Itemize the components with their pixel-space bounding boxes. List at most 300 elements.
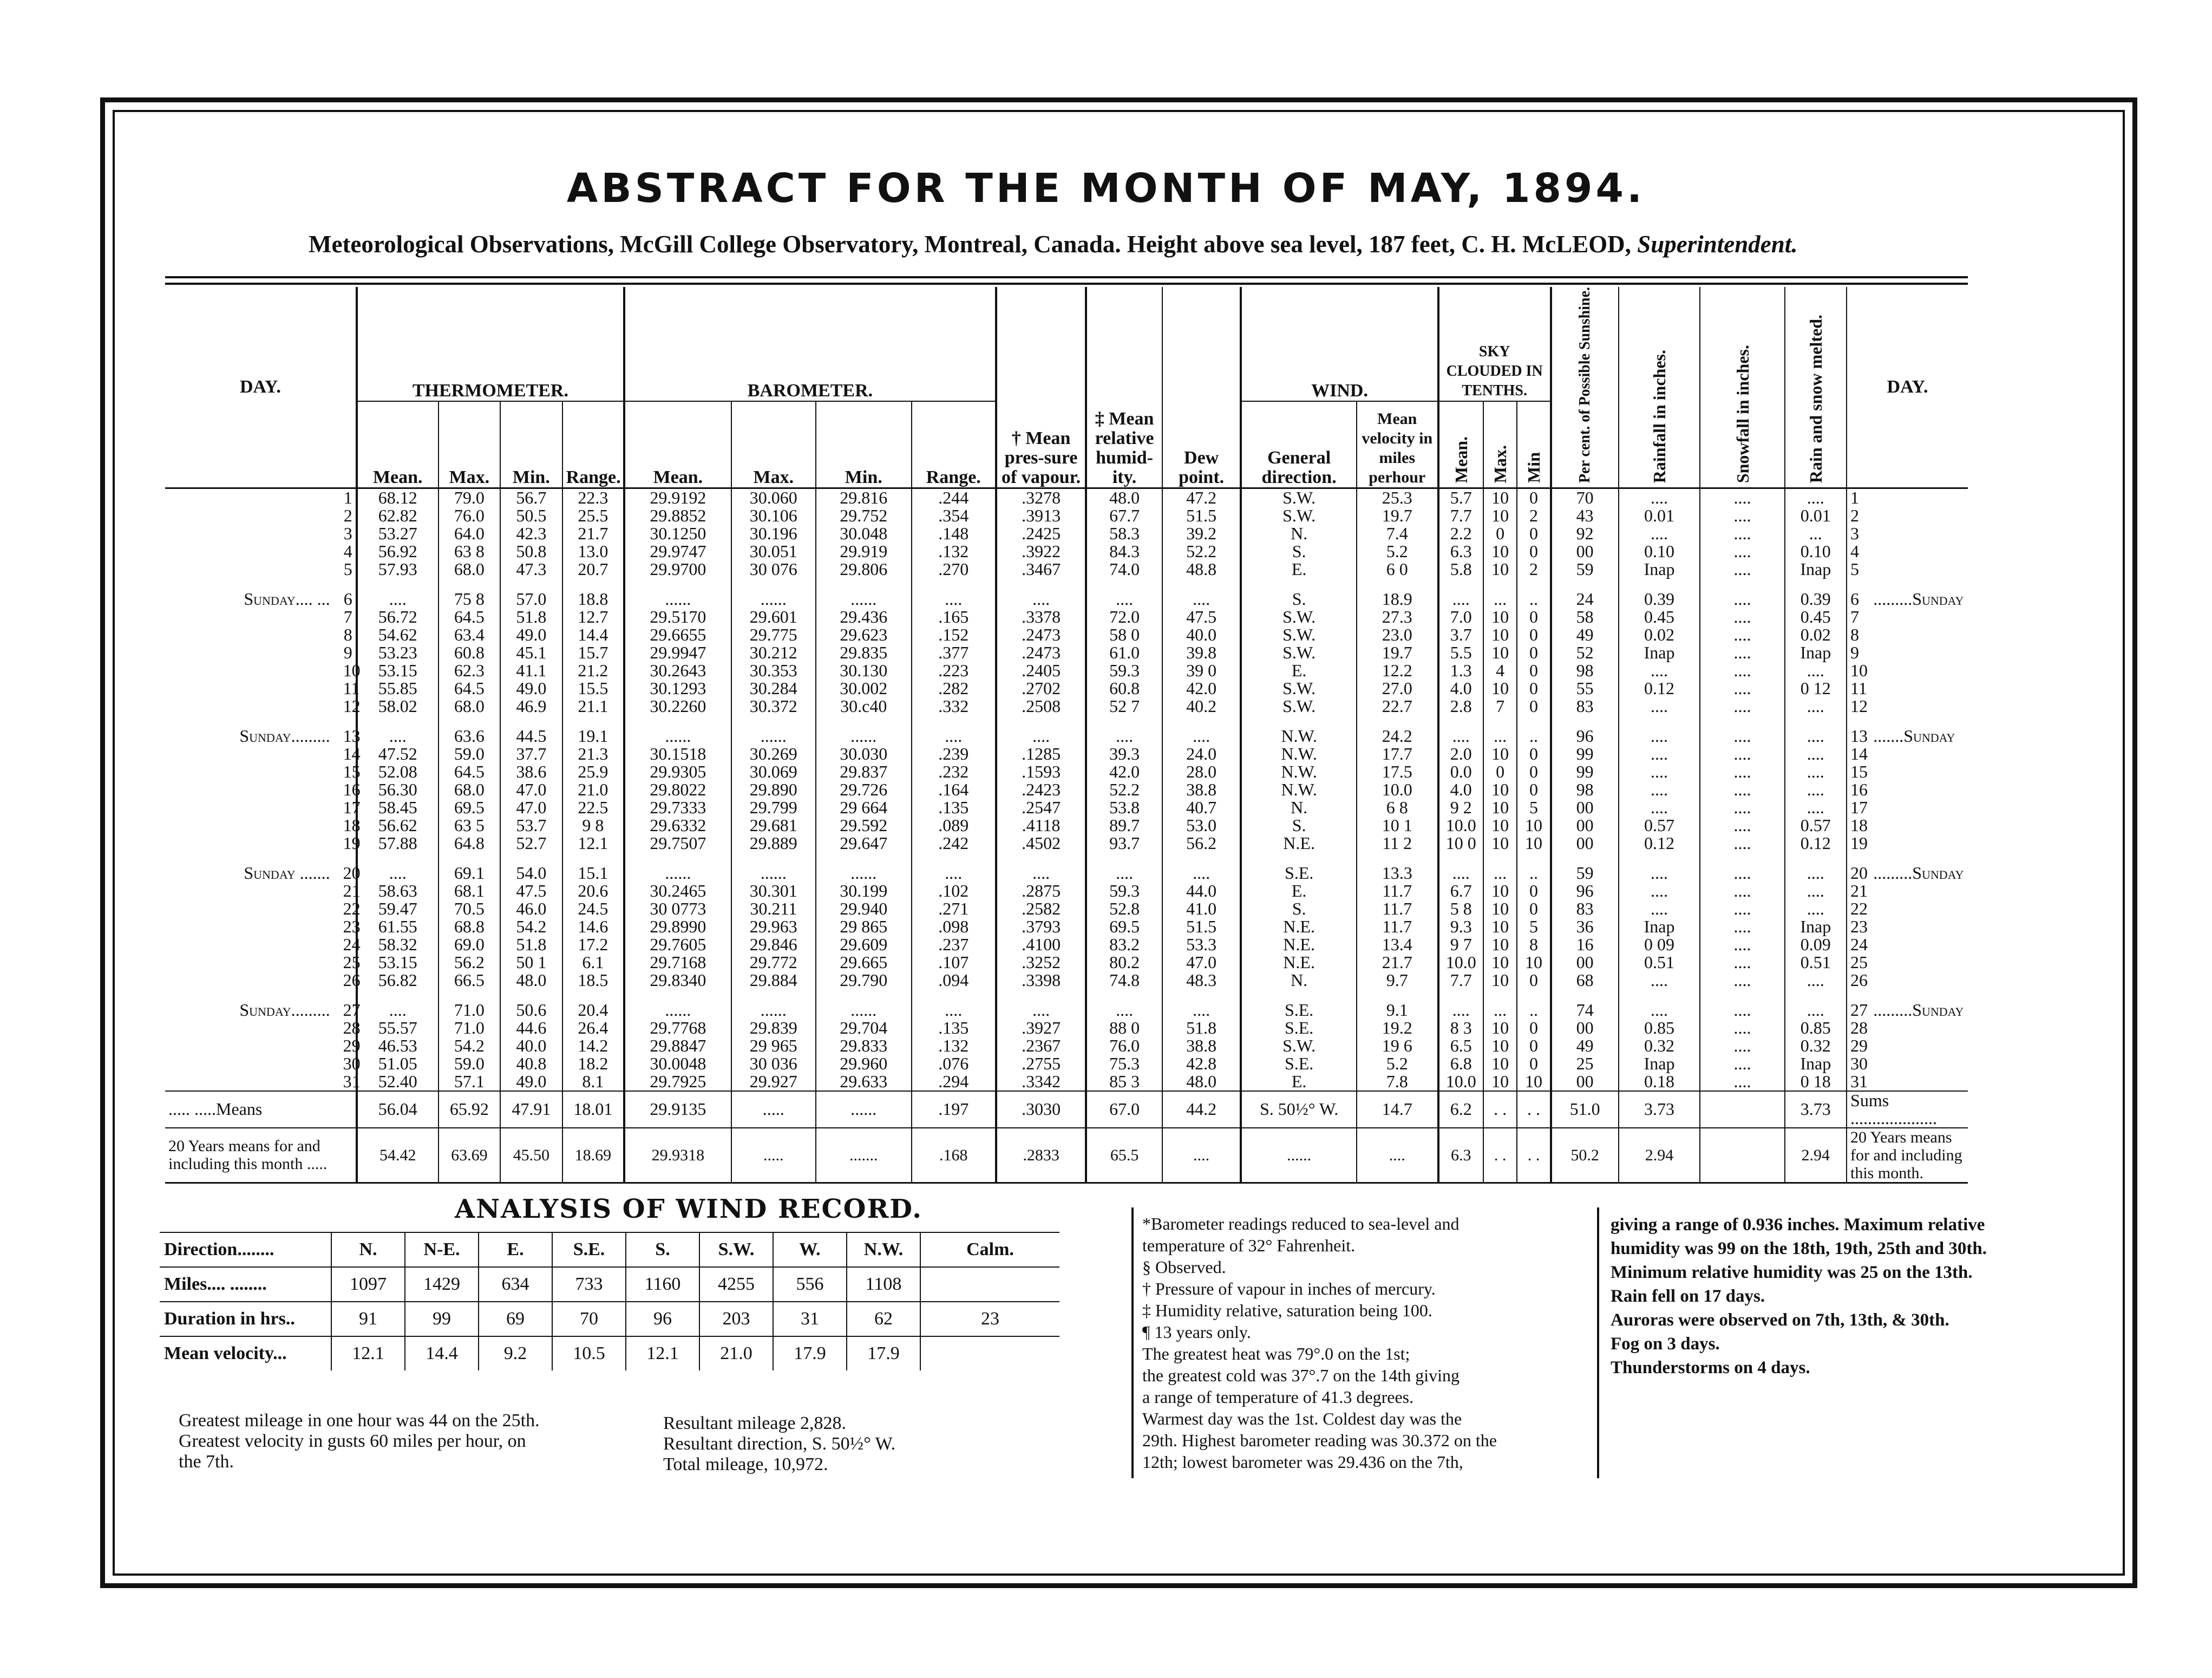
sky-mean: 0.0: [1438, 763, 1483, 781]
humidity: 72.0: [1086, 608, 1162, 626]
rain-melted: 0.09: [1785, 936, 1847, 954]
remark-line: Thunderstorms on 4 days.: [1611, 1358, 1810, 1377]
sky-min: ..: [1517, 1001, 1550, 1019]
rain-melted: ....: [1785, 864, 1847, 882]
table-row: [165, 745, 1968, 763]
remarks: [1611, 1213, 1987, 1380]
wind-velocity: 5.2: [1357, 543, 1438, 560]
baro-min: 29.940: [816, 900, 912, 918]
rainfall: 0 09: [1619, 936, 1700, 954]
sunshine: 58: [1551, 608, 1619, 626]
day-label: [165, 1037, 340, 1055]
sky-mean: 4.0: [1438, 680, 1483, 697]
sky-min-header: Min: [1517, 401, 1550, 488]
dew-point: 47.5: [1162, 608, 1241, 626]
baro-max: .....: [731, 1128, 816, 1183]
wind-velocity: 9.1: [1357, 1001, 1438, 1019]
rain-melted: ....: [1785, 727, 1847, 745]
wind-cell: N.: [331, 1232, 405, 1267]
day-label: [165, 644, 340, 662]
rainfall: Inap: [1619, 1055, 1700, 1073]
baro-min: 29.835: [816, 644, 912, 662]
baro-range: .094: [912, 971, 996, 989]
baro-max: ......: [731, 1001, 816, 1019]
therm-mean: 54.42: [357, 1128, 439, 1183]
therm-range: 18.5: [562, 971, 624, 989]
therm-max: 59.0: [439, 1055, 500, 1073]
sky-max: 10: [1483, 918, 1517, 936]
wind-velocity: 17.5: [1357, 763, 1438, 781]
therm-max: 64.0: [439, 525, 500, 543]
twenty-year-row: [165, 1128, 1968, 1183]
humidity: 59.3: [1086, 882, 1162, 900]
baro-max: ......: [731, 727, 816, 745]
therm-min: 54.0: [500, 864, 562, 882]
day-header-right: DAY.: [1847, 287, 1968, 488]
humidity: 52.2: [1086, 781, 1162, 799]
rainfall: ....: [1619, 971, 1700, 989]
vapour: .3378: [996, 608, 1086, 626]
wind-direction: E.: [1241, 882, 1356, 900]
baro-max: 29.884: [731, 971, 816, 989]
snowfall: ....: [1700, 936, 1784, 954]
sky-min: 10: [1517, 954, 1550, 971]
wind-cell: S.: [626, 1232, 699, 1267]
baro-mean: 29.7768: [624, 1019, 731, 1037]
baro-range: .089: [912, 817, 996, 834]
dew-point: 51.8: [1162, 1019, 1241, 1037]
therm-min-header: Min.: [500, 401, 562, 488]
dew-point: 48.3: [1162, 971, 1241, 989]
sky-mean: 10.0: [1438, 954, 1483, 971]
therm-max: 63.69: [439, 1128, 500, 1183]
wind-cell: 1097: [331, 1267, 405, 1302]
wind-direction: N.E.: [1241, 834, 1356, 852]
page-title: ABSTRACT FOR THE MONTH OF MAY, 1894.: [566, 165, 1646, 212]
wind-cell: 70: [552, 1302, 626, 1336]
therm-max: 54.2: [439, 1037, 500, 1055]
sunshine: 49: [1551, 1037, 1619, 1055]
wind-note: Resultant direction, S. 50½° W.: [663, 1434, 896, 1454]
snowfall: ....: [1700, 488, 1784, 507]
baro-range: .242: [912, 834, 996, 852]
rain-melted: ....: [1785, 763, 1847, 781]
baro-max: 29.963: [731, 918, 816, 936]
table-row: [165, 882, 1968, 900]
day-label: [165, 525, 340, 543]
sky-mean: 7.7: [1438, 971, 1483, 989]
baro-mean: 29.6655: [624, 626, 731, 644]
therm-max: 62.3: [439, 662, 500, 680]
therm-range: 12.7: [562, 608, 624, 626]
baro-range: .152: [912, 626, 996, 644]
wind-cell: 10.5: [552, 1336, 626, 1370]
therm-range: 18.01: [562, 1091, 624, 1128]
therm-mean: 57.93: [357, 560, 439, 578]
sky-max: 10: [1483, 1019, 1517, 1037]
remark-line: humidity was 99 on the 18th, 19th, 25th and 30th.: [1611, 1239, 1987, 1258]
wind-velocity: 19.2: [1357, 1019, 1438, 1037]
day-label: [165, 507, 340, 525]
sky-min: 8: [1517, 936, 1550, 954]
snowfall: ....: [1700, 882, 1784, 900]
rainfall: ....: [1619, 799, 1700, 817]
sky-min: 10: [1517, 1073, 1550, 1091]
wind-velocity: 11.7: [1357, 900, 1438, 918]
vapour: .2508: [996, 697, 1086, 715]
sky-max: 7: [1483, 697, 1517, 715]
therm-max: 64.8: [439, 834, 500, 852]
baro-range-header: Range.: [912, 401, 996, 488]
therm-range: 21.3: [562, 745, 624, 763]
rainfall: 0.18: [1619, 1073, 1700, 1091]
dew-point: 24.0: [1162, 745, 1241, 763]
footnote-line: ¶ 13 years only.: [1142, 1322, 1251, 1342]
sunshine: 00: [1551, 834, 1619, 852]
therm-min: 38.6: [500, 763, 562, 781]
rainfall: Inap: [1619, 560, 1700, 578]
snowfall: ....: [1700, 727, 1784, 745]
rainfall: ....: [1619, 745, 1700, 763]
day-num-right: 2: [1847, 507, 1863, 525]
therm-min: 50.5: [500, 507, 562, 525]
table-row: [165, 1019, 1968, 1037]
remark-line: Auroras were observed on 7th, 13th, & 30th.: [1611, 1310, 1949, 1330]
baro-range: .197: [912, 1091, 996, 1128]
day-num-right: 31: [1847, 1073, 1863, 1091]
wind-cell: [920, 1336, 1059, 1370]
day-label-right: [1863, 608, 1968, 626]
therm-min: 41.1: [500, 662, 562, 680]
dew-point: 48.8: [1162, 560, 1241, 578]
wind-velocity: 25.3: [1357, 488, 1438, 507]
table-row: [165, 727, 1968, 745]
therm-max: 79.0: [439, 488, 500, 507]
rainfall: 0.12: [1619, 680, 1700, 697]
day-num: 31: [343, 1071, 361, 1091]
sunshine: 00: [1551, 954, 1619, 971]
therm-min: 48.0: [500, 971, 562, 989]
baro-mean: 30.1293: [624, 680, 731, 697]
vapour: ....: [996, 864, 1086, 882]
sky-mean: 6.2: [1438, 1091, 1483, 1128]
footnote-line: a range of temperature of 41.3 degrees.: [1142, 1387, 1414, 1407]
baro-mean: 29.6332: [624, 817, 731, 834]
wind-cell: W.: [773, 1232, 847, 1267]
therm-range: 25.9: [562, 763, 624, 781]
day-num-right: 7: [1847, 608, 1863, 626]
wind-cell: 556: [773, 1267, 847, 1302]
wind-cell: 4255: [699, 1267, 773, 1302]
vapour: ....: [996, 1001, 1086, 1019]
baro-max: 30.060: [731, 488, 816, 507]
wind-direction: N.E.: [1241, 954, 1356, 971]
therm-max: 68.8: [439, 918, 500, 936]
vapour: .2405: [996, 662, 1086, 680]
baro-range: .282: [912, 680, 996, 697]
sky-mean: ....: [1438, 864, 1483, 882]
wind-direction: S.W.: [1241, 680, 1356, 697]
wind-cell: 96: [626, 1302, 699, 1336]
day-num: 21: [343, 880, 361, 900]
baro-mean: 29.7925: [624, 1073, 731, 1091]
sunshine: 50.2: [1551, 1128, 1619, 1183]
dew-point: 40.7: [1162, 799, 1241, 817]
baro-max: 29.889: [731, 834, 816, 852]
wind-record-table: [160, 1232, 1059, 1370]
sunshine: 36: [1551, 918, 1619, 936]
baro-max: 30.372: [731, 697, 816, 715]
rain-melted: 0.02: [1785, 626, 1847, 644]
therm-max: 59.0: [439, 745, 500, 763]
therm-min: 42.3: [500, 525, 562, 543]
vapour-header: † Mean pres-sure of vapour.: [996, 287, 1086, 488]
baro-min: 29.436: [816, 608, 912, 626]
therm-range: 18.8: [562, 590, 624, 608]
rainfall: 0.45: [1619, 608, 1700, 626]
day-num-right: 25: [1847, 954, 1863, 971]
vapour: .3913: [996, 507, 1086, 525]
sky-mean: 7.7: [1438, 507, 1483, 525]
table-row: [165, 560, 1968, 578]
snowfall: ....: [1700, 590, 1784, 608]
therm-min: 47.0: [500, 781, 562, 799]
snowfall: ....: [1700, 971, 1784, 989]
wind-cell: 634: [479, 1267, 552, 1302]
wind-direction: S.: [1241, 590, 1356, 608]
sky-min: ..: [1517, 590, 1550, 608]
table-row: [165, 918, 1968, 936]
observations-table: [165, 287, 1968, 1184]
rain-melted: 0 18: [1785, 1073, 1847, 1091]
wind-cell: 23: [920, 1302, 1059, 1336]
wind-direction: E.: [1241, 1073, 1356, 1091]
humidity: 42.0: [1086, 763, 1162, 781]
sky-mean: 10.0: [1438, 1073, 1483, 1091]
day-label-right: .........Sunday: [1873, 1000, 1964, 1020]
therm-min: 47.5: [500, 882, 562, 900]
rain-melted: ...: [1785, 525, 1847, 543]
table-row: [165, 680, 1968, 697]
wind-direction: N.E.: [1241, 936, 1356, 954]
sky-max-header: Max.: [1483, 401, 1517, 488]
rainfall: Inap: [1619, 644, 1700, 662]
rainfall: 3.73: [1619, 1091, 1700, 1128]
therm-min: 47.3: [500, 560, 562, 578]
table-row: [165, 507, 1968, 525]
footnote-line: † Pressure of vapour in inches of mercury.: [1142, 1279, 1436, 1298]
humidity: 74.0: [1086, 560, 1162, 578]
sunshine: 52: [1551, 644, 1619, 662]
day-num-right: 19: [1847, 834, 1863, 852]
sky-max: 10: [1483, 608, 1517, 626]
wind-direction: S.E.: [1241, 1055, 1356, 1073]
day-num-right: 3: [1847, 525, 1863, 543]
vapour: .4118: [996, 817, 1086, 834]
baro-max: 30 036: [731, 1055, 816, 1073]
therm-min: 45.1: [500, 644, 562, 662]
day-label: [165, 1019, 340, 1037]
baro-mean: 30.2465: [624, 882, 731, 900]
remark-line: Fog on 3 days.: [1611, 1334, 1720, 1354]
baro-mean: 29.7605: [624, 936, 731, 954]
sunshine: 59: [1551, 560, 1619, 578]
baro-mean: 29.8852: [624, 507, 731, 525]
top-rule: [165, 276, 1968, 278]
table-row: [165, 1001, 1968, 1019]
sky-mean: 3.7: [1438, 626, 1483, 644]
baro-range: ....: [912, 864, 996, 882]
footnote-line: 29th. Highest barometer reading was 30.372 on the: [1142, 1431, 1497, 1450]
wind-direction: N.W.: [1241, 781, 1356, 799]
baro-mean-header: Mean.: [624, 401, 731, 488]
sky-max: 10: [1483, 488, 1517, 507]
day-num: 10: [343, 660, 361, 680]
wind-direction: N.: [1241, 971, 1356, 989]
sky-mean: 10 0: [1438, 834, 1483, 852]
day-label-right: [1863, 1055, 1968, 1073]
wind-cell: 203: [699, 1302, 773, 1336]
sky-mean: 6.3: [1438, 1128, 1483, 1183]
footnote-line: § Observed.: [1142, 1257, 1226, 1277]
therm-mean-header: Mean.: [357, 401, 439, 488]
day-label-right: [1863, 882, 1968, 900]
baro-mean: ......: [624, 727, 731, 745]
vapour: ....: [996, 727, 1086, 745]
sky-max: 10: [1483, 971, 1517, 989]
vapour: .3398: [996, 971, 1086, 989]
sky-mean: 2.0: [1438, 745, 1483, 763]
baro-min: 30.199: [816, 882, 912, 900]
therm-min: 50.8: [500, 543, 562, 560]
dew-point: 48.0: [1162, 1073, 1241, 1091]
therm-max: 68.1: [439, 882, 500, 900]
baro-mean: 30.1518: [624, 745, 731, 763]
day-label-right: [1863, 799, 1968, 817]
therm-mean: ....: [357, 1001, 439, 1019]
sky-max: 0: [1483, 763, 1517, 781]
sunshine: 16: [1551, 936, 1619, 954]
day-label: [165, 662, 340, 680]
sky-mean: 1.3: [1438, 662, 1483, 680]
vapour: .2875: [996, 882, 1086, 900]
therm-range: 20.4: [562, 1001, 624, 1019]
therm-max: 63.6: [439, 727, 500, 745]
day-label: [165, 680, 340, 697]
wind-velocity: 11.7: [1357, 918, 1438, 936]
table-row: [165, 799, 1968, 817]
day-num: 30: [343, 1053, 361, 1073]
therm-mean: 46.53: [357, 1037, 439, 1055]
therm-range: 14.4: [562, 626, 624, 644]
therm-mean: 56.30: [357, 781, 439, 799]
subtitle-text: Meteorological Observations, McGill College Observatory, Montreal, Canada. Height above sea level, 187 feet, C. H. McLEOD,: [309, 231, 1638, 258]
baro-min: 29.833: [816, 1037, 912, 1055]
therm-mean: 59.47: [357, 900, 439, 918]
therm-min: 56.7: [500, 488, 562, 507]
day-label-right: [1863, 662, 1968, 680]
wind-direction: S.W.: [1241, 608, 1356, 626]
therm-max: 69.0: [439, 936, 500, 954]
rain-melted: 0.10: [1785, 543, 1847, 560]
baro-mean: 29.8340: [624, 971, 731, 989]
rain-melted: Inap: [1785, 560, 1847, 578]
day-label-right: .........Sunday: [1873, 863, 1964, 883]
day-label: [165, 971, 340, 989]
day-label: [165, 1073, 340, 1091]
rainfall: ....: [1619, 662, 1700, 680]
wind-velocity: 6 8: [1357, 799, 1438, 817]
snowfall: ....: [1700, 834, 1784, 852]
baro-mean: ......: [624, 590, 731, 608]
therm-mean: 56.72: [357, 608, 439, 626]
day-label-right: [1863, 971, 1968, 989]
rain-melted: ....: [1785, 662, 1847, 680]
therm-min: 47.0: [500, 799, 562, 817]
footnote-line: Warmest day was the 1st. Coldest day was the: [1142, 1409, 1462, 1428]
sky-mean: 5.8: [1438, 560, 1483, 578]
day-num-right: 28: [1847, 1019, 1863, 1037]
dew-point: 51.5: [1162, 507, 1241, 525]
snowfall: ....: [1700, 745, 1784, 763]
baro-min: ......: [816, 1001, 912, 1019]
rainfall: ....: [1619, 900, 1700, 918]
humidity: ....: [1086, 727, 1162, 745]
baro-mean: 30.2643: [624, 662, 731, 680]
humidity: ....: [1086, 1001, 1162, 1019]
humidity: 61.0: [1086, 644, 1162, 662]
sky-mean: 9.3: [1438, 918, 1483, 936]
table-row: [165, 608, 1968, 626]
rain-melted: 0.51: [1785, 954, 1847, 971]
sky-max: ...: [1483, 1001, 1517, 1019]
day-label: [165, 799, 340, 817]
sky-min: 5: [1517, 799, 1550, 817]
rainfall: 0.32: [1619, 1037, 1700, 1055]
sunshine-header: Per cent. of Possible Sunshine.: [1551, 287, 1619, 488]
day-label-right: [1863, 954, 1968, 971]
day-num-right: 6: [1847, 590, 1863, 608]
therm-range: 9 8: [562, 817, 624, 834]
baro-min: 29.633: [816, 1073, 912, 1091]
wind-velocity: 22.7: [1357, 697, 1438, 715]
rain-melted: 0.57: [1785, 817, 1847, 834]
sky-mean: ....: [1438, 590, 1483, 608]
baro-range: .107: [912, 954, 996, 971]
baro-range: .102: [912, 882, 996, 900]
dew-point: ....: [1162, 1128, 1241, 1183]
therm-min: 37.7: [500, 745, 562, 763]
humidity: 89.7: [1086, 817, 1162, 834]
sky-min: 0: [1517, 1055, 1550, 1073]
row-gap: [165, 715, 1968, 727]
therm-mean: 53.15: [357, 954, 439, 971]
day-label: [165, 954, 340, 971]
baro-max: 30.211: [731, 900, 816, 918]
therm-max: 70.5: [439, 900, 500, 918]
wind-direction: ......: [1241, 1128, 1356, 1183]
wind-row-label: Mean velocity...: [160, 1336, 331, 1370]
sky-header: SKY CLOUDED IN TENTHS.: [1438, 287, 1551, 401]
rainfall: 0.39: [1619, 590, 1700, 608]
sky-min: 0: [1517, 781, 1550, 799]
sky-mean-header: Mean.: [1438, 401, 1483, 488]
baro-min: 29.592: [816, 817, 912, 834]
baro-mean: 30.2260: [624, 697, 731, 715]
baro-mean: 29.9192: [624, 488, 731, 507]
footnote-line: The greatest heat was 79°.0 on the 1st;: [1142, 1344, 1410, 1363]
vapour: .3927: [996, 1019, 1086, 1037]
